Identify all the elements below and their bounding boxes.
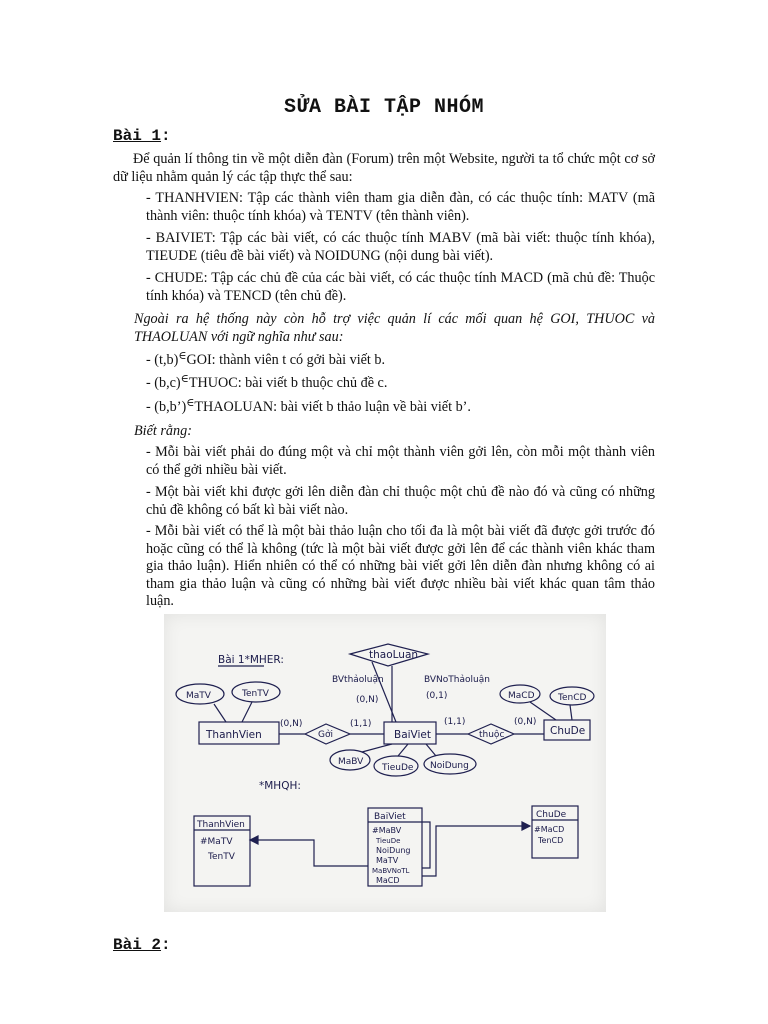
table-baiviet-field-2: NoiDung <box>376 846 411 855</box>
relation-thuoc-prefix: - (b,c) <box>146 375 181 391</box>
label-bv-thaoluan: BVthảoluận <box>332 675 384 685</box>
entity-chude: - CHUDE: Tập các chủ đề của các bài viết, có các thuộc tính MACD (mã chủ đề: Thuộc tính khóa) và TENCD (tên chủ đề). <box>146 270 655 304</box>
intro-paragraph: Để quản lí thông tin về một diễn đàn (Forum) trên một Website, người ta tổ chức một cơ sở dữ liệu nhằm quản lý các tập thực thể sau: <box>113 151 655 185</box>
card-bv-thuoc: (1,1) <box>444 717 466 727</box>
relation-thaoluan-prefix: - (b,b’) <box>146 399 187 415</box>
card-thuoc-cd: (0,N) <box>514 717 537 727</box>
label-tieude: TieuDe <box>382 763 414 773</box>
label-bv-nothaoluan: BVNoThảoluận <box>424 675 490 685</box>
exercise-1-heading <box>113 127 171 145</box>
table-chude-name: ChuDe <box>536 810 567 820</box>
label-tencd: TenCD <box>558 693 587 703</box>
label-baiviet: BaiViet <box>394 729 432 741</box>
table-thanhvien-field-0: #MaTV <box>200 837 233 847</box>
label-chude: ChuDe <box>550 725 586 737</box>
exercise-2-heading <box>113 936 171 954</box>
table-baiviet-field-5: MaCD <box>376 876 400 885</box>
relation-thuoc-text: THUOC: bài viết b thuộc chủ đề c. <box>188 375 388 391</box>
label-thuoc: thuộc <box>479 730 505 740</box>
relation-thaoluan <box>146 399 655 418</box>
known-label: Biết rằng: <box>134 423 192 439</box>
card-goi-bv: (1,1) <box>350 719 372 729</box>
card-role2: (0,1) <box>426 691 448 701</box>
table-baiviet-field-1: TieuDe <box>376 837 401 845</box>
table-baiviet-field-3: MaTV <box>376 856 399 865</box>
relation-goi-prefix: - (t,b) <box>146 352 179 368</box>
table-chude-field-0: #MaCD <box>534 825 565 834</box>
element-of-symbol: ∈ <box>180 373 189 385</box>
figure-heading-mhqh: *MHQH: <box>259 780 301 792</box>
label-matv: MaTV <box>186 691 211 701</box>
table-baiviet-field-4: MaBVNoTL <box>372 867 410 875</box>
rule-1: - Mỗi bài viết phải do đúng một và chỉ một thành viên gởi lên, còn mỗi một thành viên có thể gởi nhiều bài viết. <box>146 444 655 478</box>
figure-heading-mher: Bài 1*MHER: <box>218 654 284 666</box>
relation-thuoc <box>146 375 655 394</box>
relation-thaoluan-text: THAOLUAN: bài viết b thảo luận về bài viết b’. <box>194 399 471 415</box>
element-of-symbol: ∈ <box>186 397 195 409</box>
entity-baiviet: - BAIVIET: Tập các bài viết, có các thuộc tính MABV (mã bài viết: thuộc tính khóa), TIEUDE (tiêu đề bài viết) và NOIDUNG (nội dung bài viết). <box>146 230 655 264</box>
table-thanhvien-name: ThanhVien <box>197 820 245 830</box>
table-baiviet-name: BaiViet <box>374 812 406 822</box>
element-of-symbol: ∈ <box>178 350 187 362</box>
relation-goi <box>146 352 655 371</box>
er-diagram-photo <box>164 614 606 912</box>
rule-3: - Mỗi bài viết có thể là một bài thảo luận cho tối đa là một bài viết đã được gởi trước đó hoặc cũng có thể là không (tức là một bài viết được gởi lên để các thành viên khác tham gia thảo luận). Hiển nhiên có thể có những bài viết gởi lên diễn đàn nhưng không có ai tham gia thảo luận và cũng có những bài viết được nhiều bài viết khác quan tâm thảo luận. <box>146 523 655 609</box>
label-goi: Gởi <box>318 730 333 740</box>
page-title: SỬA BÀI TẬP NHÓM <box>283 96 485 119</box>
relations-intro: Ngoài ra hệ thống này còn hỗ trợ việc quản lí các mối quan hệ GOI, THUOC và THAOLUAN với ngữ nghĩa như sau: <box>134 311 655 345</box>
exercise-1-colon: : <box>161 127 171 145</box>
exercise-2-label: Bài 2 <box>113 936 162 954</box>
card-role1: (0,N) <box>356 695 379 705</box>
label-tentv: TenTV <box>242 689 269 699</box>
label-noidung: NoiDung <box>430 761 469 771</box>
exercise-2-colon: : <box>161 936 171 954</box>
relation-goi-text: GOI: thành viên t có gởi bài viết b. <box>186 352 386 368</box>
entity-thanhvien: - THANHVIEN: Tập các thành viên tham gia diễn đàn, có các thuộc tính: MATV (mã thành viên: thuộc tính khóa) và TENTV (tên thành viên). <box>146 190 655 224</box>
label-thanhvien: ThanhVien <box>206 729 262 741</box>
label-mabv: MaBV <box>338 757 364 767</box>
label-thaoluan: thaoLuan <box>369 649 419 661</box>
table-thanhvien-field-1: TenTV <box>208 852 235 862</box>
label-macd: MaCD <box>508 691 535 701</box>
rule-2: - Một bài viết khi được gởi lên diễn đàn chỉ thuộc một chủ đề nào đó và cũng có những chủ đề không có bất kì bài viết nào. <box>146 484 655 518</box>
exercise-1-label: Bài 1 <box>113 127 162 145</box>
table-chude-field-1: TenCD <box>538 836 564 845</box>
table-baiviet-field-0: #MaBV <box>372 826 402 835</box>
card-tv-goi: (0,N) <box>280 719 303 729</box>
er-diagram <box>164 614 606 912</box>
